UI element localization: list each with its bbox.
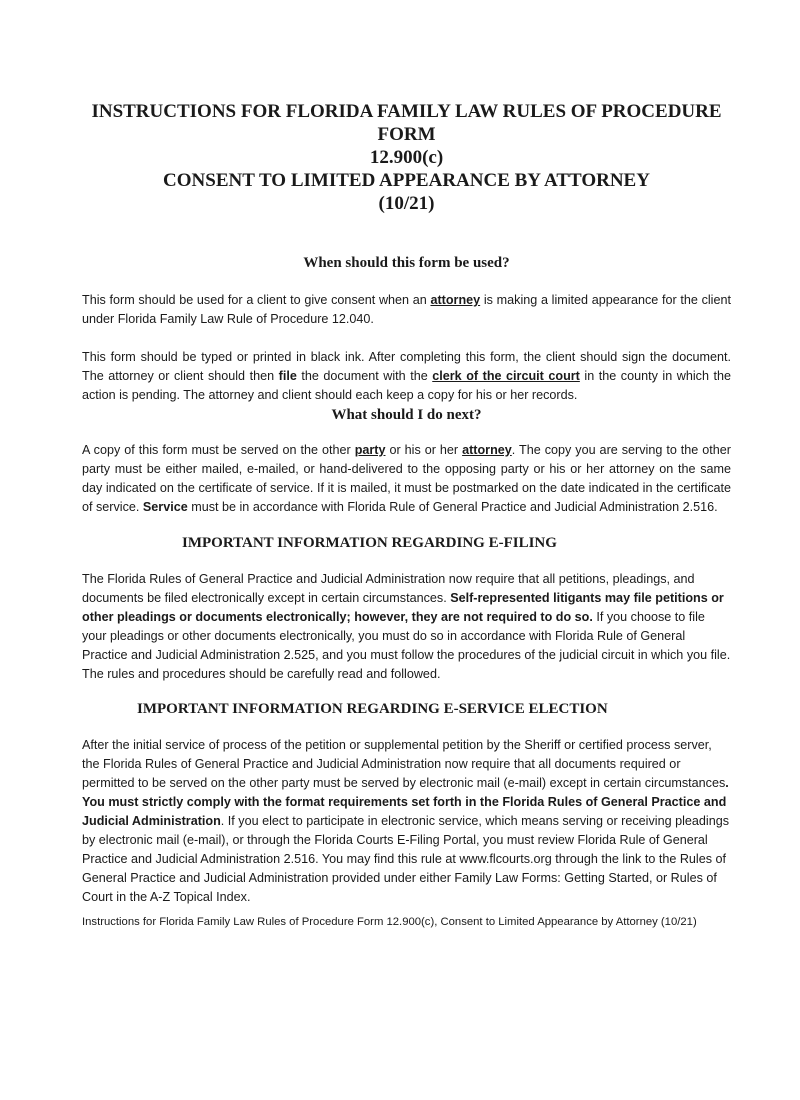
party-term-link[interactable]: party [354,443,386,457]
title-line-3: CONSENT TO LIMITED APPEARANCE BY ATTORNEY [163,170,650,191]
text-run: A copy of this form must be served on the other [82,443,355,457]
document-title [82,0,731,215]
text-run: . If you elect to participate in electronic service, which means serving or receiving pleadings by electronic mail (e-mail), or through the Florida Courts E-Filing Portal, you must review Florida Rule of General Practice and Judicial Administration 2.516. You may find this rule at www.flcourts.org through the link to the Rules of General Practice and Judicial Administration provided under either Family Law Forms: Getting Started, or Rules of Court in the A-Z Topical Index. [82,814,729,904]
file-term: file [278,369,297,383]
title-line-2: 12.900(c) [369,147,444,168]
attorney-term-link-2[interactable]: attorney [462,443,512,457]
text-run: After the initial service of process of the petition or supplemental petition by the Sheriff or certified process server, the Florida Rules of General Practice and Judicial Administration now require that all documents required or permitted to be served on the other party must be served by electronic mail (e-mail) except in certain circumstances [82,738,726,790]
title-line-4: (10/21) [378,193,435,214]
text-run: or his or her [385,443,463,457]
clerk-term-link[interactable]: clerk of the circuit court [432,369,580,383]
next-paragraph [82,441,731,517]
page-footer: Instructions for Florida Family Law Rules of Procedure Form 12.900(c), Consent to Limited Appearance by Attorney (10/21) [82,916,697,928]
efiling-heading: IMPORTANT INFORMATION REGARDING E-FILING [182,535,557,551]
efiling-paragraph [82,570,731,684]
when-paragraph-1 [82,291,731,329]
bold-run: Self-represented litigants may file petitions or other pleadings or documents electronically; however, they are not required to do so. [82,591,724,624]
text-run: is making a limited appearance for the client under Florida Family Law Rule of Procedure 12.040. [82,293,731,326]
text-run: This form should be used for a client to give consent when an [82,293,431,307]
text-run: in the county in which the action is pending. The attorney and client should each keep a copy for his or her records. [82,369,731,402]
text-run: the document with the [296,369,433,383]
eservice-heading: IMPORTANT INFORMATION REGARDING E-SERVICE ELECTION [137,701,608,717]
eservice-paragraph [82,736,731,907]
text-run: . The copy you are serving to the other party must be either mailed, e-mailed, or hand-delivered to the opposing party or his or her attorney on the same day indicated on the certificate of service. If it is mailed, it must be postmarked on the date indicated in the certificate of service. [82,443,731,514]
when-paragraph-2 [82,348,731,405]
text-run: must be in accordance with Florida Rule of General Practice and Judicial Administration 2.516. [187,500,718,514]
title-line-1: INSTRUCTIONS FOR FLORIDA FAMILY LAW RULES OF PROCEDURE FORM [91,101,722,145]
text-run: If you choose to file your pleadings or other documents electronically, you must do so in accordance with Florida Rule of General Practice and Judicial Administration 2.525, and you must follow the procedures of the judicial circuit in which you file. The rules and procedures should be carefully read and followed. [82,610,731,681]
bold-run: . You must strictly comply with the format requirements set forth in the Florida Rules of General Practice and Judicial Administration [82,776,729,828]
attorney-term-link[interactable]: attorney [430,293,481,307]
service-term: Service [142,500,188,514]
text-run: This form should be typed or printed in black ink. After completing this form, the client should sign the document. The attorney or client should then [82,350,731,383]
when-heading: When should this form be used? [303,255,510,271]
text-run: The Florida Rules of General Practice and Judicial Administration now require that all petitions, pleadings, and documents be filed electronically except in certain circumstances. [82,572,695,605]
next-heading: What should I do next? [331,407,482,423]
